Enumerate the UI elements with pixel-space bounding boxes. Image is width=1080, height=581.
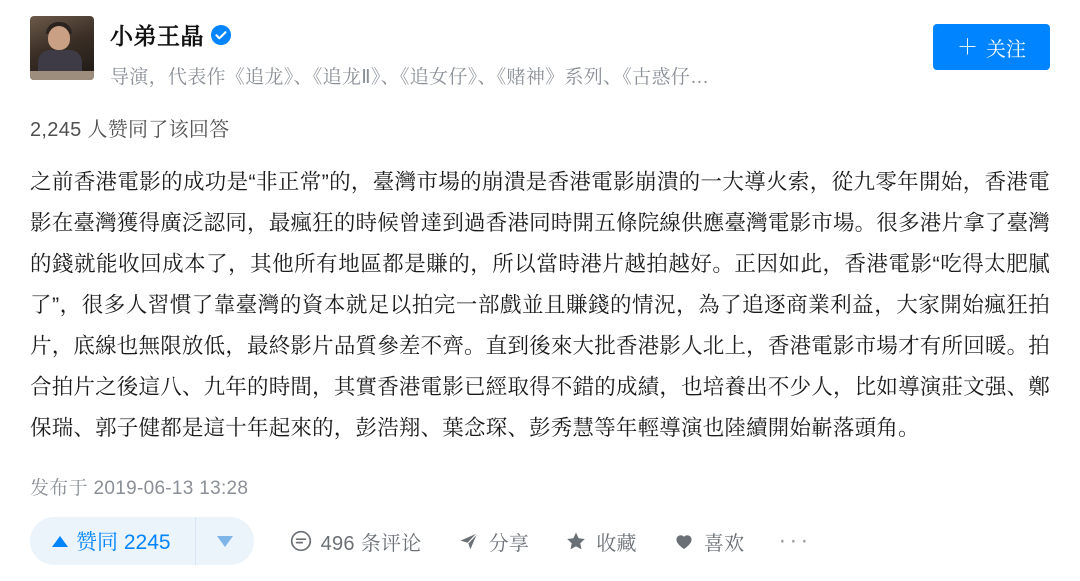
comment-label: 496 条评论: [320, 532, 422, 555]
avatar-table: [30, 71, 94, 80]
publish-time: 发布于 2019-06-13 13:28: [30, 478, 249, 499]
author-bio: 导演，代表作《追龙》、《追龙Ⅱ》、《追女仔》、《赌神》系列、《古惑仔…: [110, 67, 710, 88]
author-name[interactable]: 小弟王晶: [110, 23, 204, 49]
like-label: 喜欢: [703, 532, 745, 555]
triangle-down-icon: [217, 536, 233, 547]
share-label: 分享: [488, 532, 530, 555]
avatar[interactable]: [30, 16, 94, 80]
like-button[interactable]: [673, 527, 745, 556]
follow-button-label: 关注: [986, 38, 1026, 61]
ellipsis-icon[interactable]: ···: [778, 527, 812, 554]
share-button[interactable]: [458, 527, 530, 556]
author-info: [110, 16, 915, 89]
collect-button[interactable]: [565, 527, 637, 556]
comment-button[interactable]: [290, 527, 422, 556]
plus-icon: ＋: [957, 35, 978, 59]
star-icon: [565, 530, 587, 552]
heart-icon: [673, 530, 695, 552]
agree-count-text: 2,245 人赞同了该回答: [30, 119, 230, 141]
triangle-up-icon: [52, 536, 68, 547]
answer-text: 之前香港電影的成功是“非正常”的，臺灣市場的崩潰是香港電影崩潰的一大導火索，從九零年開始，香港電影在臺灣獲得廣泛認同，最瘋狂的時候曾達到過香港同時開五條院線供應臺灣電影市場。很多港片拿了臺灣的錢就能收回成本了，其他所有地區都是賺的，所以當時港片越拍越好。正因如此，香港電影“吃得太肥膩了”，很多人習慣了靠臺灣的資本就足以拍完一部戲並且賺錢的情況，為了追逐商業利益，大家開始瘋狂拍片，底線也無限放低，最終影片品質參差不齊。直到後來大批香港影人北上，香港電影市場才有所回暖。拍合拍片之後這八、九年的時間，其實香港電影已經取得不錯的成績，也培養出不少人，比如導演莊文强、鄭保瑞、郭子健都是這十年起來的，彭浩翔、葉念琛、彭秀慧等年輕導演也陸續開始嶄落頭角。: [30, 170, 1050, 440]
comment-bubble-icon: [290, 530, 312, 552]
vote-down-button[interactable]: [196, 517, 254, 565]
avatar-face: [48, 26, 70, 50]
action-bar: [30, 517, 1050, 565]
vote-up-label: 赞同 2245: [76, 531, 171, 554]
share-paperplane-icon: [458, 530, 480, 552]
verified-badge-icon: [211, 25, 231, 45]
vote-group: [30, 517, 254, 565]
author-name-row: [110, 18, 915, 51]
follow-button[interactable]: [933, 24, 1050, 70]
vote-up-button[interactable]: [30, 517, 195, 565]
answer-header: [0, 0, 1080, 89]
collect-label: 收藏: [596, 532, 637, 555]
